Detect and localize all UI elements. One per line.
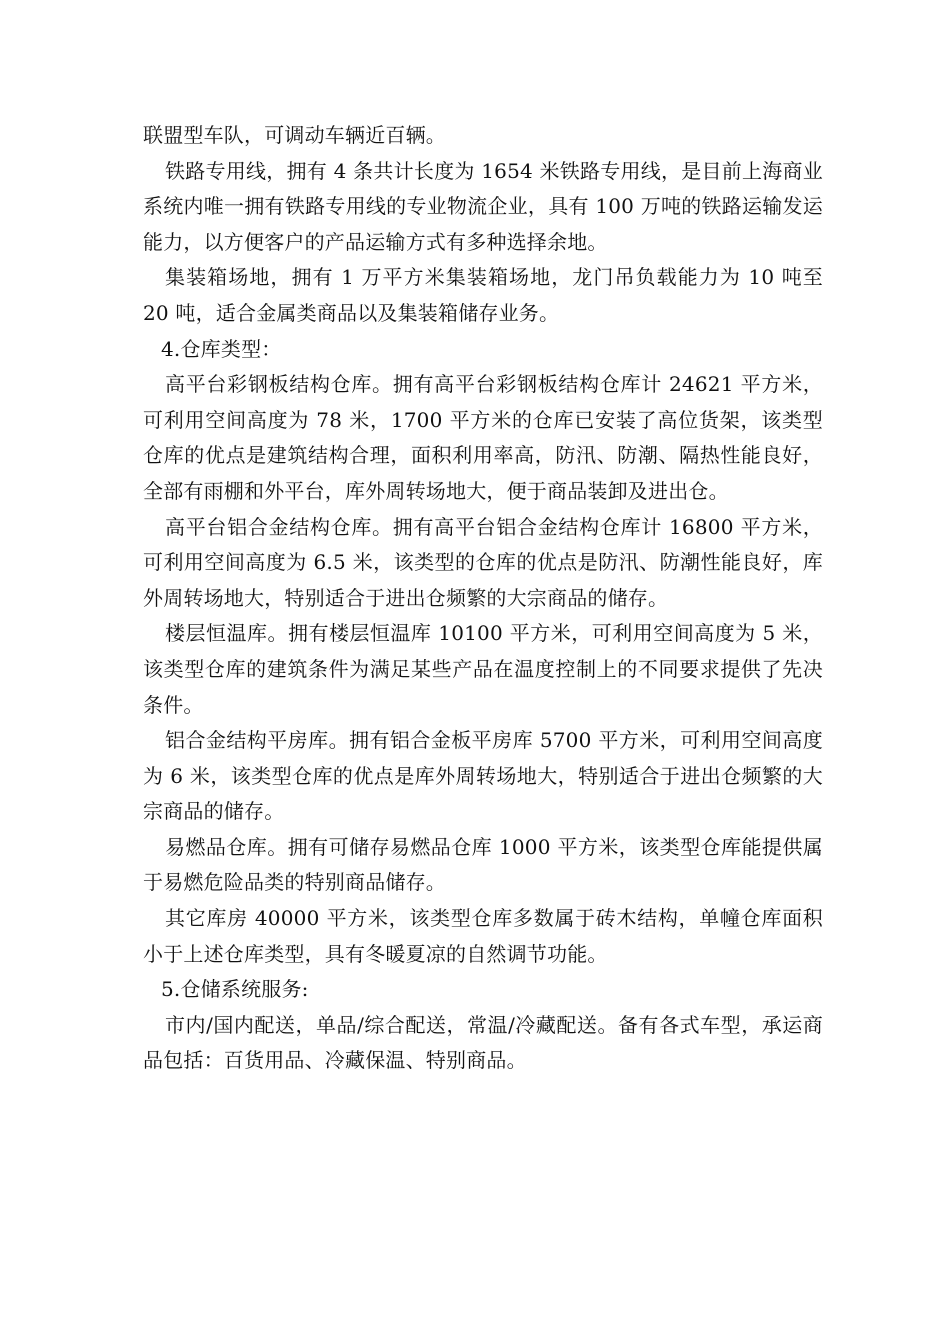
paragraph-railway: 铁路专用线，拥有 4 条共计长度为 1654 米铁路专用线，是目前上海商业系统内唯一拥有铁路专用线的专业物流企业，具有 100 万吨的铁路运输发运能力，以方便客户的产品运输方式有多种选择余地。 [143, 158, 823, 254]
paragraph-other-warehouses: 其它库房 40000 平方米，该类型仓库多数属于砖木结构，单幢仓库面积小于上述仓库类型，具有冬暖夏凉的自然调节功能。 [143, 906, 823, 966]
document-body [143, 118, 823, 1079]
paragraph-flammable-warehouse: 易燃品仓库。拥有可储存易燃品仓库 1000 平方米，该类型仓库能提供属于易燃危险品类的特别商品储存。 [143, 834, 823, 895]
section-heading-warehouse-types: 4.仓库类型： [161, 336, 282, 361]
paragraph-container-yard: 集装箱场地，拥有 1 万平方米集装箱场地，龙门吊负载能力为 10 吨至 20 吨，适合金属类商品以及集装箱储存业务。 [143, 265, 823, 325]
paragraph-distribution: 市内/国内配送，单品/综合配送，常温/冷藏配送。备有各式车型，承运商品包括：百货用品、冷藏保温、特别商品。 [143, 1012, 823, 1073]
paragraph-fleet: 联盟型车队，可调动车辆近百辆。 [143, 123, 446, 147]
paragraph-constant-temp-warehouse: 楼层恒温库。拥有楼层恒温库 10100 平方米，可利用空间高度为 5 米，该类型仓库的建筑条件为满足某些产品在温度控制上的不同要求提供了先决条件。 [143, 621, 823, 717]
paragraph-aluminum-warehouse: 高平台铝合金结构仓库。拥有高平台铝合金结构仓库计 16800 平方米，可利用空间高度为 6.5 米，该类型的仓库的优点是防汛、防潮性能良好，库外周转场地大，特别适合于进出仓频繁的大宗商品的储存。 [143, 514, 823, 610]
paragraph-bungalow-warehouse: 铝合金结构平房库。拥有铝合金板平房库 5700 平方米，可利用空间高度为 6 米，该类型仓库的优点是库外周转场地大，特别适合于进出仓频繁的大宗商品的储存。 [143, 728, 823, 824]
section-heading-storage-services: 5.仓储系统服务: [161, 977, 309, 1002]
paragraph-steel-warehouse: 高平台彩钢板结构仓库。拥有高平台彩钢板结构仓库计 24621 平方米，可利用空间高度为 78 米，1700 平方米的仓库已安装了高位货架，该类型仓库的优点是建筑结构合理，面积利用率高，防汛、防潮、隔热性能良好，全部有雨棚和外平台，库外周转场地大，便于商品装卸及进出仓。 [143, 372, 823, 503]
